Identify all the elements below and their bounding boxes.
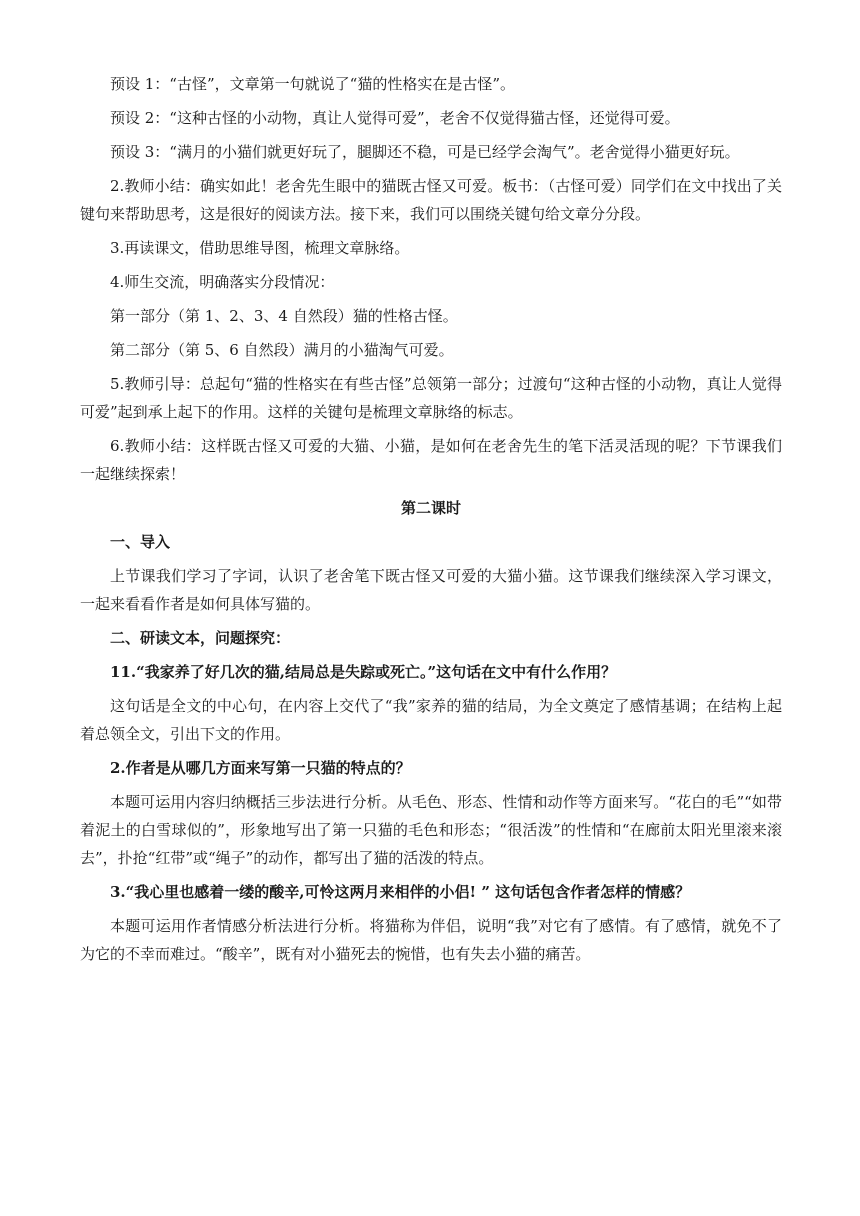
paragraph-part-one: 第一部分（第 1、2、3、4 自然段）猫的性格古怪。 bbox=[110, 307, 458, 325]
heading-text-study: 二、研读文本，问题探究： bbox=[110, 629, 291, 647]
paragraph-preset-3: 预设 3：“满月的小猫们就更好玩了，腿脚还不稳，可是已经学会淘气”。老舍觉得小猫更好玩。 bbox=[110, 143, 740, 161]
paragraph-teacher-guide: 5.教师引导：总起句“猫的性格实在有些古怪”总领第一部分；过渡句“这种古怪的小动物，真让人觉得可爱”起到承上起下的作用。这样的关键句是梳理文章脉络的标志。 bbox=[80, 375, 782, 421]
question-3: 3.“我心里也感着一缕的酸辛,可怜这两月来相伴的小侣! ” 这句话包含作者怎样的情感？ bbox=[110, 883, 691, 901]
paragraph-part-two: 第二部分（第 5、6 自然段）满月的小猫淘气可爱。 bbox=[110, 341, 454, 359]
paragraph-teacher-summary: 2.教师小结：确实如此！老舍先生眼中的猫既古怪又可爱。板书：（古怪可爱）同学们在文中找出了关键句来帮助思考，这是很好的阅读方法。接下来，我们可以围绕关键句给文章分分段。 bbox=[80, 177, 782, 223]
paragraph-introduction: 上节课我们学习了字词，认识了老舍笔下既古怪又可爱的大猫小猫。这节课我们继续深入学习课文，一起来看看作者是如何具体写猫的。 bbox=[80, 567, 782, 613]
document-body bbox=[80, 70, 782, 974]
answer-3: 本题可运用作者情感分析法进行分析。将猫称为伴侣，说明“我”对它有了感情。有了感情，就免不了为它的不幸而难过。“酸辛”，既有对小猫死去的惋惜，也有失去小猫的痛苦。 bbox=[80, 917, 782, 963]
paragraph-preset-2: 预设 2：“这种古怪的小动物，真让人觉得可爱”，老舍不仅觉得猫古怪，还觉得可爱。 bbox=[110, 109, 680, 127]
question-2: 2.作者是从哪几方面来写第一只猫的特点的？ bbox=[110, 759, 411, 777]
answer-2: 本题可运用内容归纳概括三步法进行分析。从毛色、形态、性情和动作等方面来写。“花白的毛”“如带着泥土的白雪球似的”，形象地写出了第一只猫的毛色和形态；“很活泼”的性情和“在廊前太阳光里滚来滚去”，扑抢“红带”或“绳子”的动作，都写出了猫的活泼的特点。 bbox=[80, 793, 782, 867]
answer-1: 这句话是全文的中心句，在内容上交代了“我”家养的猫的结局，为全文奠定了感情基调；在结构上起着总领全文，引出下文的作用。 bbox=[80, 697, 782, 743]
paragraph-teacher-summary-2: 6.教师小结：这样既古怪又可爱的大猫、小猫，是如何在老舍先生的笔下活灵活现的呢？下节课我们一起继续探索！ bbox=[80, 437, 782, 483]
section-title-second-lesson: 第二课时 bbox=[400, 499, 461, 517]
heading-introduction: 一、导入 bbox=[110, 533, 171, 551]
question-1: 11.“我家养了好几次的猫,结局总是失踪或死亡。”这句话在文中有什么作用？ bbox=[110, 663, 617, 681]
paragraph-exchange: 4.师生交流，明确落实分段情况： bbox=[110, 273, 335, 291]
paragraph-preset-1: 预设 1：“古怪”，文章第一句就说了“猫的性格实在是古怪”。 bbox=[110, 75, 515, 93]
paragraph-reread: 3.再读课文，借助思维导图，梳理文章脉络。 bbox=[110, 239, 410, 257]
